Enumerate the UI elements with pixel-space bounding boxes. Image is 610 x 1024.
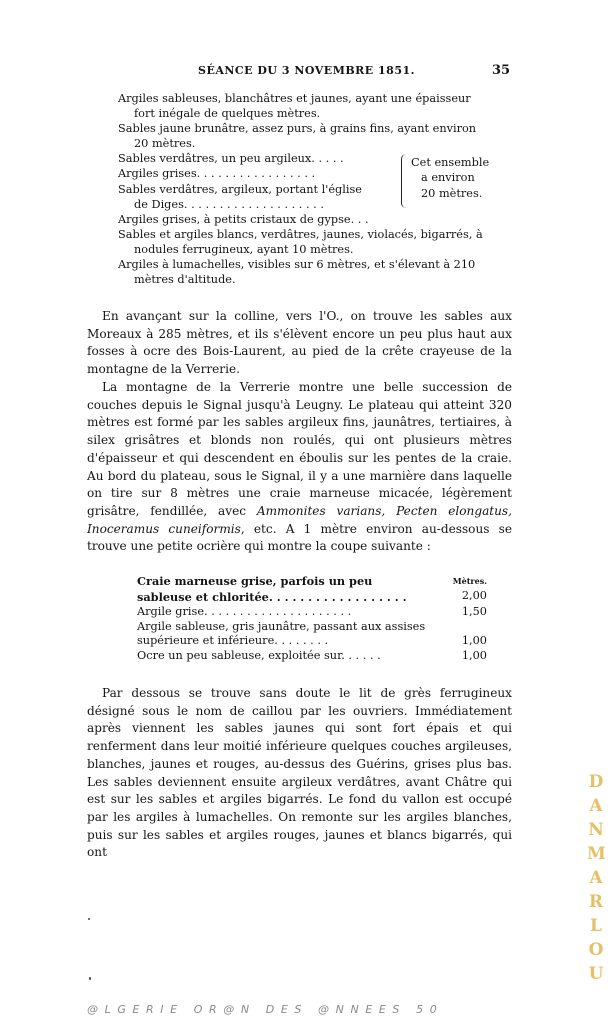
- table-row-label: Argile sableuse, gris jaunâtre, passant aux assises supérieure et inférieure. . . . . . . .: [137, 619, 426, 648]
- table-row-value: 1,00: [461, 648, 487, 662]
- table-row: [137, 574, 487, 605]
- watermark-letter: U: [588, 964, 604, 984]
- watermark-letter: M: [587, 844, 606, 864]
- note-line: a environ: [421, 171, 475, 185]
- watermark-letter: O: [588, 940, 604, 960]
- footer-watermark: @LGERIE OR@N DES @NNEES 50: [87, 1003, 444, 1016]
- layer-group-item: de Diges. . . . . . . . . . . . . . . . . . . .: [134, 197, 324, 211]
- layer-group-item: Sables verdâtres, argileux, portant l'église: [118, 182, 362, 196]
- paragraph-text: [87, 379, 512, 556]
- layer-group-item: Argiles grises. . . . . . . . . . . . . . . . .: [118, 167, 316, 181]
- layer-group-item: Argiles grises, à petits cristaux de gypse. . .: [118, 212, 369, 226]
- paragraph-text-part: La montagne de la Verrerie montre une belle succession de couches depuis le Signal jusqu'à Leugny. Le plateau qui atteint 320 mètres est formé par les sables argileux fins, jaunâtres, tertiaires, à silex grisâtres et blonds non roulés, qui ont plusieurs mètres d'épaisseur et qui descendent en éboulis sur les pentes de la craie. Au bord du plateau, sous le Signal, il y a une marnière dans laquelle on tire sur 8 mètres une craie marneuse micacée, légèrement grisâtre, fendillée, avec: [87, 380, 512, 518]
- table-unit-header: Mètres.: [452, 576, 487, 586]
- stratigraphic-list: [118, 91, 488, 287]
- paragraph: [87, 308, 512, 379]
- watermark-letter: D: [588, 772, 604, 792]
- paragraph: [87, 685, 512, 862]
- note-line: 20 mètres.: [421, 186, 483, 200]
- table-row: [137, 605, 487, 620]
- layer-item: Sables jaune brunâtre, assez purs, à grains fins, ayant environ 20 mètres.: [118, 122, 477, 151]
- paragraph: [87, 379, 512, 556]
- table-row: [137, 620, 487, 649]
- layer-group: [118, 151, 488, 226]
- species-names: Ammonites varians, Pecten elongatus, Inoceramus cuneiformis: [87, 503, 512, 536]
- watermark-letter: A: [589, 868, 603, 888]
- note-line: Cet ensemble: [411, 156, 490, 170]
- layer-item: Argiles à lumachelles, visibles sur 6 mètres, et s'élevant à 210 mètres d'altitude.: [118, 258, 476, 287]
- watermark-letter: A: [589, 796, 603, 816]
- layer-group-item: Sables verdâtres, un peu argileux. . . . .: [118, 152, 344, 166]
- table-row-label: Craie marneuse grise, parfois un peu sableuse et chloritée. . . . . . . . . . . . . . . . . .: [137, 574, 407, 604]
- paragraph-text: Par dessous se trouve sans doute le lit de grès ferrugineux désigné sous le nom de caillou par les ouvriers. Immédiatement après viennent les sables jaunes qui sont fort épais et qui renferment dans leur moitié inférieure quelques couches argileuses, blanches, jaunes et rouges, au-dessus des Guérins, grises plus bas. Les sables deviennent ensuite argileux verdâtres, avant Châtre qui est sur les sables et argiles bigarrés. Le fond du vallon est occupé par les argiles à lumachelles. On remonte sur les argiles blanches, puis sur les sables et argiles rouges, jaunes et blancs bigarrés, qui ont: [87, 686, 512, 860]
- vertical-watermark: [587, 770, 605, 986]
- layer-item: Argiles sableuses, blanchâtres et jaunes, ayant une épaisseur fort inégale de quelques mètres.: [118, 92, 471, 121]
- scan-speck: [89, 977, 91, 980]
- page-number: 35: [492, 63, 511, 78]
- table-row-value: 2,00: [461, 588, 487, 602]
- layer-group-note: [411, 155, 491, 200]
- watermark-letter: R: [588, 892, 604, 912]
- table-row-label: Argile grise. . . . . . . . . . . . . . . . . . . . .: [137, 605, 352, 619]
- paragraph-text: En avançant sur la colline, vers l'O., on trouve les sables aux Moreaux à 285 mètres, et ils s'élèvent encore un peu plus haut aux fosses à ocre des Bois-Laurent, au pied de la crête crayeuse de la montagne de la Verrerie.: [87, 309, 512, 377]
- table-row-value: 1,00: [461, 634, 487, 648]
- running-header: [0, 64, 610, 80]
- table-row: [137, 649, 487, 664]
- section-table: [137, 574, 487, 664]
- table-row-label: Ocre un peu sableuse, exploitée sur. . . . . .: [137, 648, 381, 662]
- watermark-letter: L: [590, 916, 602, 936]
- table-row-value: 1,50: [461, 605, 487, 619]
- scan-speck: [88, 918, 90, 920]
- header-title: SÉANCE DU 3 NOVEMBRE 1851.: [198, 64, 415, 77]
- layer-item: Sables et argiles blancs, verdâtres, jaunes, violacés, bigarrés, à nodules ferrugineux, ayant 10 mètres.: [118, 227, 483, 256]
- paragraph-text-part: , etc. A 1 mètre environ au-dessous se trouve une petite ocrière qui montre la coupe suivante :: [87, 521, 512, 554]
- curly-brace: [401, 154, 408, 208]
- watermark-letter: N: [588, 820, 604, 840]
